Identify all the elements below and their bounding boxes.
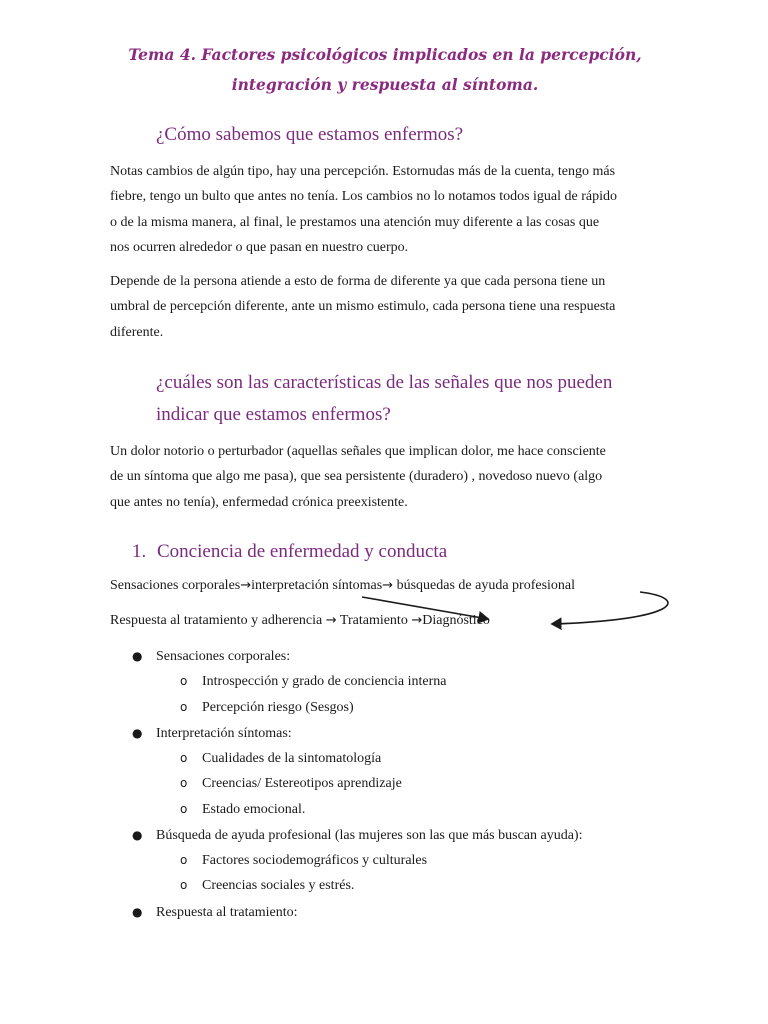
bullet-respuesta: ● Respuesta al tratamiento: — [132, 905, 298, 920]
flow-step: Sensaciones corporales — [110, 578, 241, 593]
sub-bullet: o Creencias sociales y estrés. — [180, 878, 355, 893]
bullet-icon: ● — [132, 649, 143, 663]
sub-bullet-icon: o — [180, 674, 188, 688]
paragraph-line: fiebre, tengo un bulto que antes no tenía. Los cambios no lo notamos todos igual de rápido — [110, 189, 618, 205]
flow-step: Diagnóstico — [422, 613, 490, 628]
paragraph-line: de un síntoma que algo me pasa), que sea persistente (duradero) , novedoso nuevo (algo — [110, 469, 603, 485]
document-title: Tema 4. Factores psicológicos implicados en la percepción, integración y respuesta al síntoma. — [128, 45, 642, 94]
paragraph-line: o de la misma manera, al final, le prestamos una atención muy diferente a las cosas que — [110, 214, 600, 230]
straight-connector-arrow — [362, 597, 488, 619]
sub-bullet-icon: o — [180, 751, 188, 765]
sub-bullet-icon: o — [180, 776, 188, 790]
paragraph-line: Depende de la persona atiende a esto de forma de diferente ya que cada persona tiene un — [110, 274, 606, 289]
sub-bullet-icon: o — [180, 878, 188, 892]
arrow-right-icon: → — [411, 613, 423, 628]
flow-step: búsquedas de ayuda profesional — [393, 578, 576, 593]
heading-line: indicar que estamos enfermos? — [156, 404, 391, 425]
paragraph-line: nos ocurren alrededor o que pasan en nuestro cuerpo. — [110, 239, 409, 255]
sub-bullet: o Creencias/ Estereotipos aprendizaje — [180, 776, 402, 791]
sub-bullet: o Factores sociodemográficos y culturales — [180, 853, 428, 868]
flow-step: Tratamiento — [336, 613, 412, 628]
sub-bullet-icon: o — [180, 853, 188, 867]
sub-bullet: o Introspección y grado de conciencia interna — [180, 674, 447, 689]
bullet-icon: ● — [132, 905, 143, 919]
flow-step: Respuesta al tratamiento y adherencia — [110, 613, 326, 628]
sub-bullet: o Estado emocional. — [180, 802, 306, 817]
heading-line: ¿cuáles son las características de las señales que nos pueden — [156, 372, 613, 393]
heading-number: 1. — [132, 541, 147, 562]
flow-step: interpretación síntomas — [251, 578, 383, 593]
arrow-right-icon: → — [382, 578, 394, 593]
sub-bullet: o Cualidades de la sintomatología — [180, 751, 382, 766]
bullet-busqueda: ● Búsqueda de ayuda profesional (las mujeres son las que más buscan ayuda): — [132, 828, 583, 843]
sub-bullet: o Percepción riesgo (Sesgos) — [180, 700, 354, 715]
paragraph-line: diferente. — [110, 324, 164, 340]
paragraph-line: Notas cambios de algún tipo, hay una percepción. Estornudas más de la cuenta, tengo más — [110, 164, 616, 179]
curved-connector-arrow — [552, 592, 668, 624]
sub-bullet-icon: o — [180, 700, 188, 714]
section-heading-como-sabemos: ¿Cómo sabemos que estamos enfermos? — [156, 124, 464, 145]
arrow-right-icon: → — [325, 613, 337, 628]
bullet-icon: ● — [132, 726, 143, 740]
heading-text: Conciencia de enfermedad y conducta — [157, 541, 448, 562]
paragraph-line: umbral de percepción diferente, ante un mismo estimulo, cada persona tiene una respuesta — [110, 299, 616, 315]
bullet-interpretacion: ● Interpretación síntomas: — [132, 726, 292, 741]
bullet-sensaciones: ● Sensaciones corporales: — [132, 649, 291, 664]
paragraph-line: que antes no tenía), enfermedad crónica preexistente. — [110, 494, 408, 510]
sub-bullet-icon: o — [180, 802, 188, 816]
bullet-icon: ● — [132, 828, 143, 842]
paragraph-line: Un dolor notorio o perturbador (aquellas señales que implican dolor, me hace consciente — [110, 444, 606, 459]
arrow-right-icon: → — [240, 578, 252, 593]
